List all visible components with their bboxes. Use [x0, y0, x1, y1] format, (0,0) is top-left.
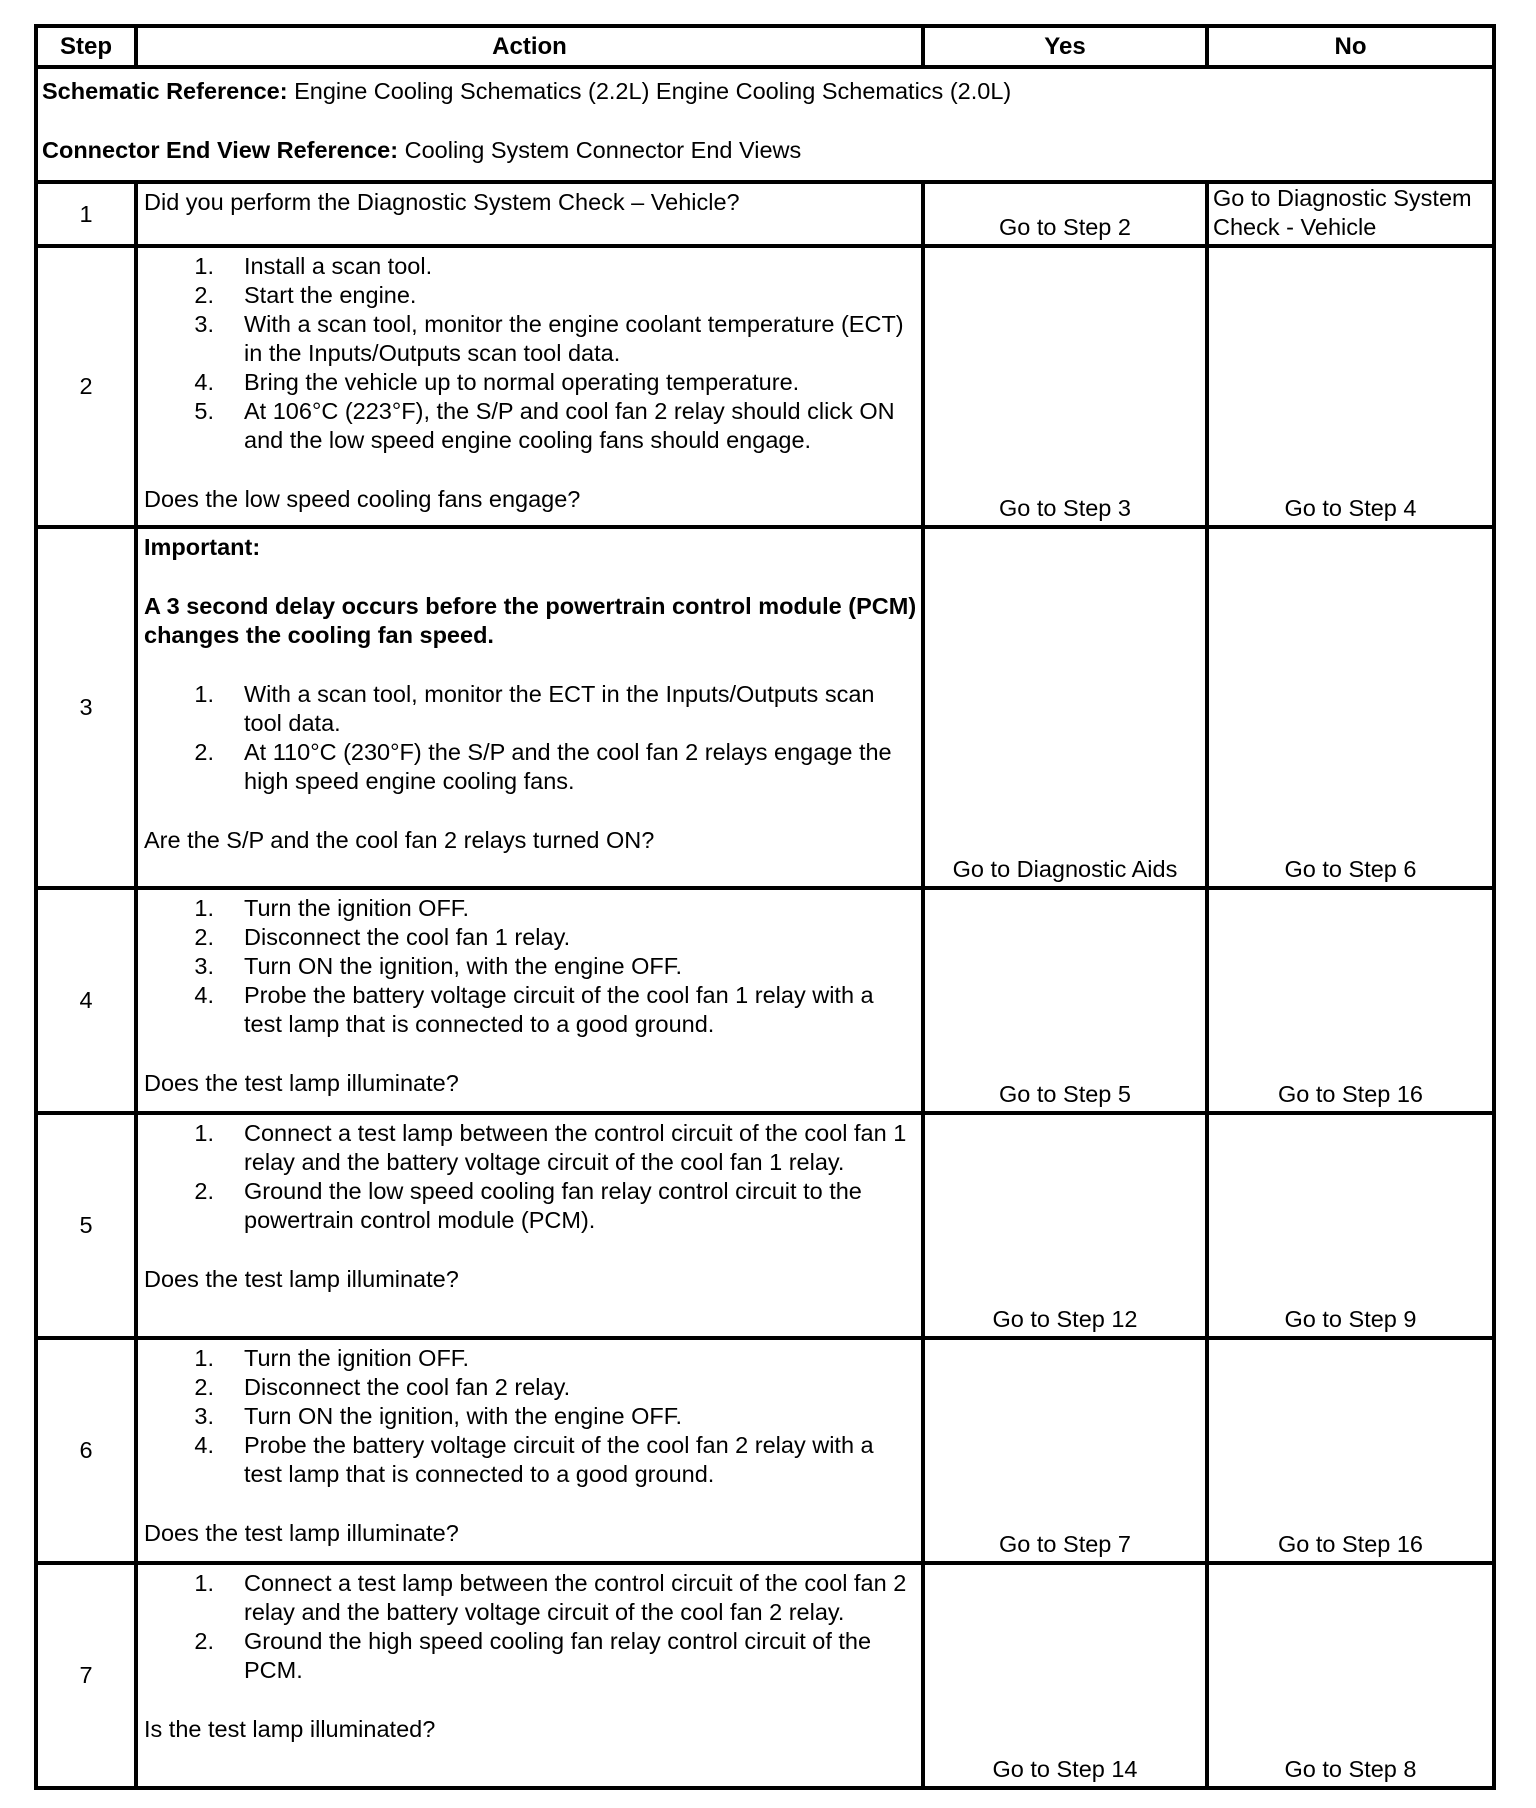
- step-question: Does the low speed cooling fans engage?: [144, 486, 581, 512]
- diagnostic-table: [34, 24, 1496, 1790]
- list-item: 1. Install a scan tool.: [194, 253, 433, 279]
- step-action: [136, 1563, 923, 1788]
- table-row: [36, 1113, 1494, 1338]
- step-question: Does the test lamp illuminate?: [144, 1266, 459, 1292]
- header-no: No: [1207, 26, 1494, 67]
- yes-result[interactable]: Go to Step 14: [923, 1563, 1207, 1788]
- yes-result[interactable]: Go to Step 3: [923, 246, 1207, 527]
- schematic-reference-link[interactable]: Engine Cooling Schematics (2.2L) Engine Cooling Schematics (2.0L): [287, 78, 1012, 104]
- step-question: Is the test lamp illuminated?: [144, 1716, 436, 1742]
- step-number: 1: [36, 182, 136, 246]
- list-item: 1. Connect a test lamp between the control circuit of the cool fan 1 relay and the battery voltage circuit of the cool fan 1 relay.: [194, 1120, 907, 1175]
- instruction-list: [144, 680, 917, 796]
- list-item: 1. Turn the ignition OFF.: [194, 895, 470, 921]
- step-action: [136, 246, 923, 527]
- table-row: [36, 182, 1494, 246]
- reference-row: [36, 67, 1494, 182]
- connector-reference-label: Connector End View Reference:: [42, 137, 399, 163]
- list-item: 2. Disconnect the cool fan 1 relay.: [194, 924, 571, 950]
- header-row: [36, 26, 1494, 67]
- table-row: [36, 1563, 1494, 1788]
- step-action: [136, 527, 923, 888]
- instruction-list: [144, 894, 917, 1039]
- no-result[interactable]: Go to Step 4: [1207, 246, 1494, 527]
- yes-result[interactable]: Go to Diagnostic Aids: [923, 527, 1207, 888]
- step-number: 2: [36, 246, 136, 527]
- yes-result[interactable]: Go to Step 12: [923, 1113, 1207, 1338]
- connector-reference: [42, 136, 1486, 165]
- list-item: 4. Bring the vehicle up to normal operating temperature.: [194, 369, 800, 395]
- step-action: [136, 1338, 923, 1563]
- step-question: Does the test lamp illuminate?: [144, 1520, 459, 1546]
- important-label: Important:: [144, 534, 261, 560]
- header-yes: Yes: [923, 26, 1207, 67]
- list-item: 3. Turn ON the ignition, with the engine OFF.: [194, 953, 683, 979]
- no-result[interactable]: Go to Step 8: [1207, 1563, 1494, 1788]
- step-question: Does the test lamp illuminate?: [144, 1070, 459, 1096]
- step-number: 3: [36, 527, 136, 888]
- list-item: 2. At 110°C (230°F) the S/P and the cool fan 2 relays engage the high speed engine cooling fans.: [194, 739, 892, 794]
- step-number: 6: [36, 1338, 136, 1563]
- table-row: [36, 246, 1494, 527]
- step-number: 4: [36, 888, 136, 1113]
- schematic-reference: [42, 77, 1486, 106]
- no-result[interactable]: Go to Step 16: [1207, 888, 1494, 1113]
- step-action: [136, 182, 923, 246]
- list-item: 2. Ground the low speed cooling fan relay control circuit to the powertrain control module (PCM).: [194, 1178, 862, 1233]
- list-item: 1. Connect a test lamp between the control circuit of the cool fan 2 relay and the battery voltage circuit of the cool fan 2 relay.: [194, 1570, 907, 1625]
- no-result[interactable]: Go to Step 6: [1207, 527, 1494, 888]
- step-number: 5: [36, 1113, 136, 1338]
- step-action: [136, 1113, 923, 1338]
- table-row: [36, 888, 1494, 1113]
- list-item: 4. Probe the battery voltage circuit of the cool fan 1 relay with a test lamp that is connected to a good ground.: [194, 982, 874, 1037]
- yes-result[interactable]: Go to Step 2: [923, 182, 1207, 246]
- step-number: 7: [36, 1563, 136, 1788]
- header-step: Step: [36, 26, 136, 67]
- yes-result[interactable]: Go to Step 5: [923, 888, 1207, 1113]
- no-result[interactable]: Go to Step 9: [1207, 1113, 1494, 1338]
- list-item: 2. Ground the high speed cooling fan relay control circuit of the PCM.: [194, 1628, 872, 1683]
- table-row: [36, 527, 1494, 888]
- step-question: Did you perform the Diagnostic System Check – Vehicle?: [144, 189, 740, 215]
- step-action: [136, 888, 923, 1113]
- list-item: 4. Probe the battery voltage circuit of the cool fan 2 relay with a test lamp that is connected to a good ground.: [194, 1432, 874, 1487]
- list-item: 3. With a scan tool, monitor the engine coolant temperature (ECT) in the Inputs/Outputs scan tool data.: [194, 311, 904, 366]
- table-row: [36, 1338, 1494, 1563]
- instruction-list: [144, 1119, 917, 1235]
- list-item: 3. Turn ON the ignition, with the engine OFF.: [194, 1403, 683, 1429]
- header-action: Action: [136, 26, 923, 67]
- schematic-reference-label: Schematic Reference:: [42, 78, 288, 104]
- connector-reference-link[interactable]: Cooling System Connector End Views: [398, 137, 802, 163]
- reference-cell: [36, 67, 1494, 182]
- instruction-list: [144, 1344, 917, 1489]
- list-item: 2. Start the engine.: [194, 282, 417, 308]
- list-item: 1. With a scan tool, monitor the ECT in the Inputs/Outputs scan tool data.: [194, 681, 875, 736]
- yes-result[interactable]: Go to Step 7: [923, 1338, 1207, 1563]
- important-note: A 3 second delay occurs before the powertrain control module (PCM) changes the cooling fan speed.: [144, 593, 917, 648]
- list-item: 5. At 106°C (223°F), the S/P and cool fan 2 relay should click ON and the low speed engine cooling fans should engage.: [194, 398, 895, 453]
- no-result[interactable]: Go to Diagnostic System Check - Vehicle: [1207, 182, 1494, 246]
- list-item: 2. Disconnect the cool fan 2 relay.: [194, 1374, 571, 1400]
- instruction-list: [144, 252, 917, 455]
- list-item: 1. Turn the ignition OFF.: [194, 1345, 470, 1371]
- step-question: Are the S/P and the cool fan 2 relays turned ON?: [144, 827, 655, 853]
- no-result[interactable]: Go to Step 16: [1207, 1338, 1494, 1563]
- instruction-list: [144, 1569, 917, 1685]
